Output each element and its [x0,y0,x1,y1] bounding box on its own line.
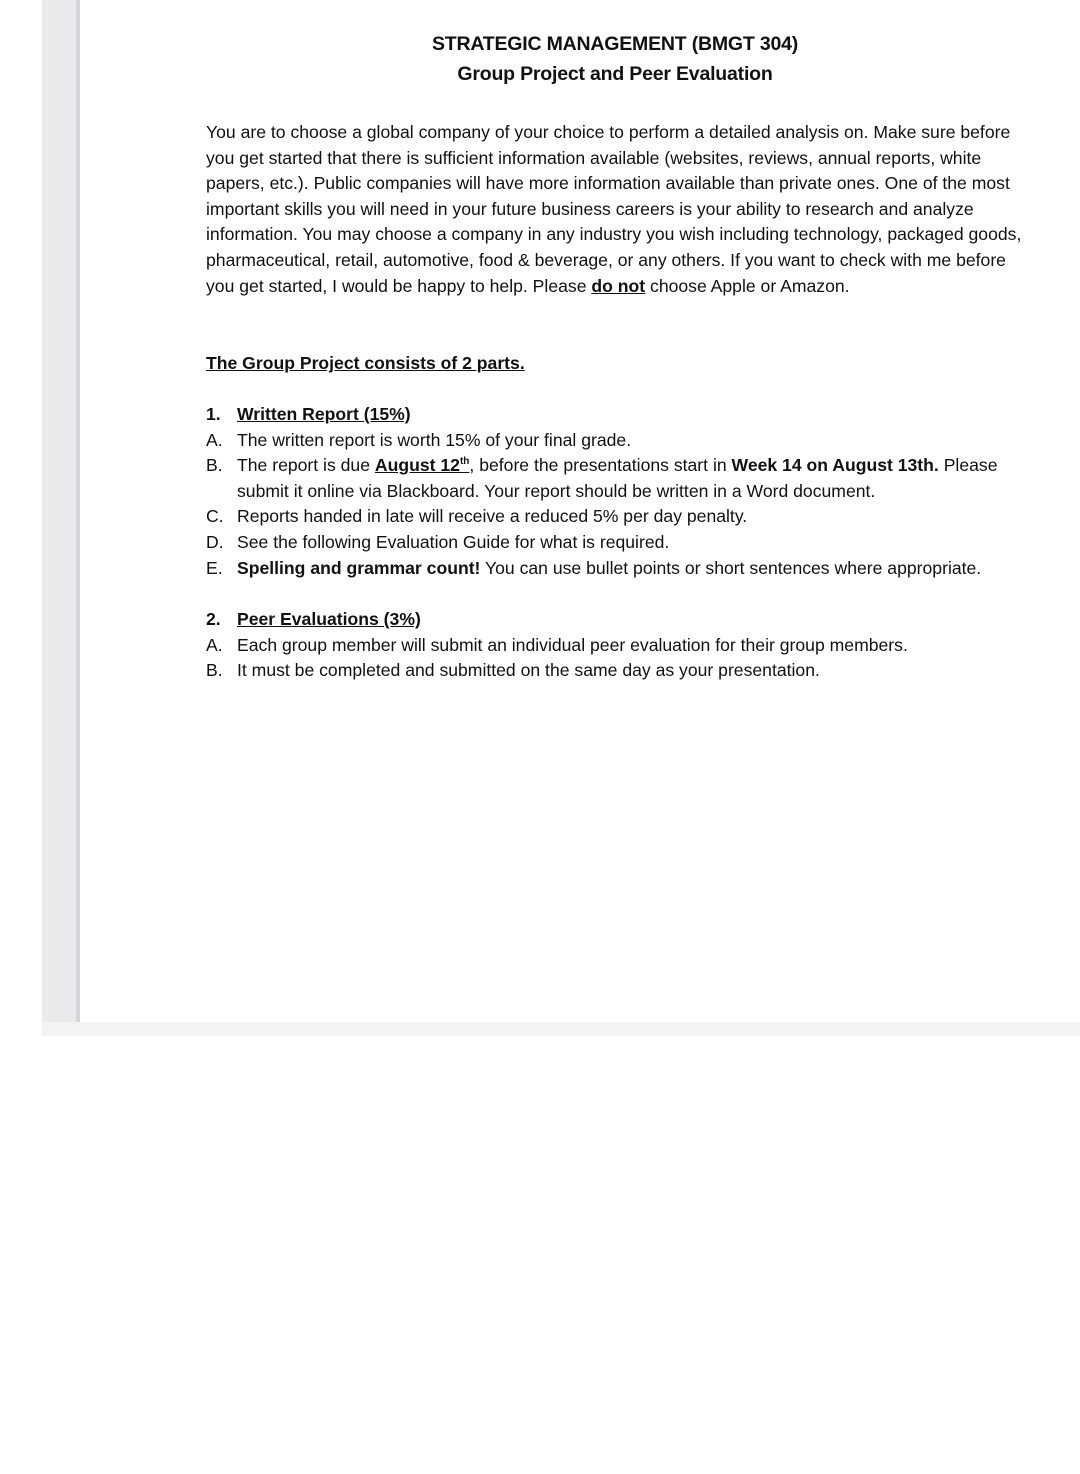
due-date [375,455,470,475]
section-written-report [206,402,1080,581]
section-title: Peer Evaluations (3%) [237,609,421,629]
parts-heading: The Group Project consists of 2 parts. [206,353,525,373]
due-text-mid: , before the presentations start in [469,455,727,476]
intro-text: You are to choose a global company of your choice to perform a detailed analysis on. Make sure before you get started that there is sufficient information available (websites, reviews, annual reports, white papers, etc.). Public companies will have more information available than private ones. One of the most important skills you will need in your future business careers is your ability to research and analyze information. You may choose a company in any industry you wish including technology, packaged goods, pharmaceutical, retail, automotive, food & beverage, or any others. If you want to check with me before you get started, I would be happy to help. Please [206,122,1022,296]
list-item [206,504,1080,530]
section-number: 2. [206,609,221,629]
section-number: 1. [206,404,221,424]
list-item-letter: C. [206,506,224,527]
due-date-value: August 12 [374,455,460,476]
section-peer-evaluations [206,607,1080,684]
list-item-text: The written report is worth 15% of your final grade. [237,429,632,450]
list-item [206,658,1080,684]
intro-paragraph [206,120,1024,299]
list-item [206,556,1080,582]
spelling-emphasis: Spelling and grammar count! [237,557,481,578]
document-subtitle: Group Project and Peer Evaluation [457,63,773,85]
list-item [206,633,1080,659]
list-item-letter: B. [206,660,223,681]
presentation-week: Week 14 on August 13th. [731,455,939,476]
list-item-text: Each group member will submit an individual peer evaluation for their group members. [237,634,908,655]
section-heading [206,607,1080,633]
document-page [80,0,1080,1022]
document-title: STRATEGIC MANAGEMENT (BMGT 304) [431,33,799,55]
due-text-start: The report is due [237,455,371,476]
list-item-letter: D. [206,531,224,552]
list-item-letter: E. [206,557,223,578]
list-item [206,428,1080,454]
list-item-text: It must be completed and submitted on the same day as your presentation. [237,660,820,681]
spelling-text: You can use bullet points or short sentences where appropriate. [485,557,982,578]
list-item-letter: B. [206,455,223,476]
viewer-side-margin [42,0,76,1022]
list-item-letter: A. [206,429,223,450]
intro-end: choose Apple or Amazon. [650,275,850,296]
list-item-text: Reports handed in late will receive a reduced 5% per day penalty. [237,506,748,527]
viewer-background [0,0,42,1022]
list-item [206,530,1080,556]
list-item [206,453,1080,504]
list-item-text: See the following Evaluation Guide for what is required. [237,531,670,552]
list-item-text [237,453,1007,504]
due-date-suffix: th [459,456,470,468]
due-text-end: Please submit it online via Blackboard. Your report should be written in a Word document. [237,455,998,501]
page-bottom-edge [42,1022,1080,1036]
section-heading [206,402,1080,428]
intro-emphasis: do not [591,275,646,296]
list-item-letter: A. [206,634,223,655]
list-item-text [237,556,981,582]
section-title: Written Report (15%) [237,404,411,424]
